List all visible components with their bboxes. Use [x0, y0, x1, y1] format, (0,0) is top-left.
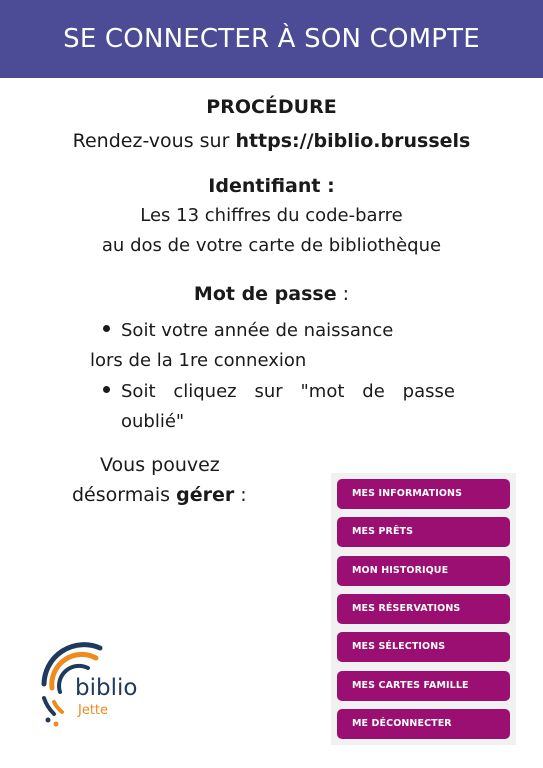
- identifiant-heading: Identifiant :: [208, 175, 335, 197]
- password-heading: Mot de passe: [193, 283, 337, 305]
- password-heading-line: [0, 283, 543, 305]
- bullet-2-text: [121, 381, 455, 402]
- procedure-heading: PROCÉDURE: [206, 96, 337, 118]
- menu-button-me-deconnecter[interactable]: ME DÉCONNECTER: [337, 709, 510, 739]
- bullet-2-word: "mot: [300, 381, 345, 402]
- logo-wordmark: biblio: [75, 675, 138, 701]
- menu-button-mes-reservations[interactable]: MES RÉSERVATIONS: [337, 594, 510, 624]
- bullet-dot: [103, 325, 110, 332]
- account-menu-screenshot: [331, 473, 516, 745]
- bullet-2-continuation: oublié": [121, 411, 185, 432]
- visit-prefix: Rendez-vous sur: [72, 130, 236, 152]
- manage-suffix: :: [234, 484, 247, 506]
- bullet-2-word: sur: [254, 381, 283, 402]
- visit-url: https://biblio.brussels: [235, 130, 471, 152]
- password-bullet-2: [103, 381, 455, 402]
- password-heading-suffix: :: [336, 283, 350, 305]
- manage-prefix: désormais: [72, 484, 177, 506]
- bullet-dot: [103, 386, 110, 393]
- bullet-1-text: Soit votre année de naissance: [121, 320, 394, 341]
- bullet-2-word: de: [362, 381, 385, 402]
- menu-button-mes-informations[interactable]: MES INFORMATIONS: [337, 479, 510, 509]
- page-header: [0, 0, 543, 78]
- manage-line-2: [72, 484, 247, 506]
- manage-line-1: Vous pouvez: [100, 454, 220, 476]
- menu-button-mon-historique[interactable]: MON HISTORIQUE: [337, 556, 510, 586]
- password-bullet-1: [103, 320, 393, 341]
- logo-subtitle: Jette: [78, 703, 109, 718]
- visit-line: [0, 130, 543, 152]
- bullet-2-word: Soit: [121, 381, 156, 402]
- identifiant-line-2: au dos de votre carte de bibliothèque: [101, 235, 442, 256]
- menu-button-mes-cartes-famille[interactable]: MES CARTES FAMILLE: [337, 671, 510, 701]
- identifiant-line-1: Les 13 chiffres du code-barre: [140, 205, 403, 226]
- menu-button-mes-prets[interactable]: MES PRÊTS: [337, 517, 510, 547]
- bullet-1-continuation: lors de la 1re connexion: [90, 350, 307, 371]
- page-title: SE CONNECTER À SON COMPTE: [63, 24, 480, 54]
- bullet-2-word: cliquez: [173, 381, 237, 402]
- manage-bold: gérer: [176, 484, 235, 506]
- menu-button-mes-selections[interactable]: MES SÉLECTIONS: [337, 632, 510, 662]
- bullet-2-word: passe: [402, 381, 455, 402]
